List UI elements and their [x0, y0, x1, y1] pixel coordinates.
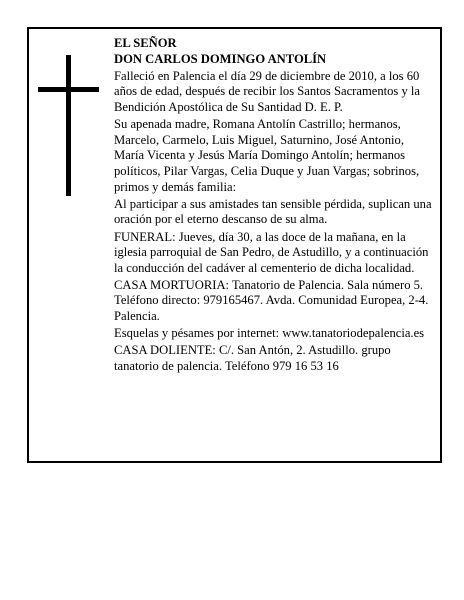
prayer-request: Al participar a sus amistades tan sensible pérdida, suplican una oración por el eterno descanso de su alma. [114, 196, 432, 227]
internet-condolences: Esquelas y pésames por internet: www.tanatoriodepalencia.es [114, 326, 425, 341]
obituary-text [114, 36, 432, 376]
funeral-home-details: CASA MORTUORIA: Tanatorio de Palencia. Sala número 5. Teléfono directo: 979165467. Avda. Comunidad Europea, 2-4. Palencia. [114, 277, 429, 324]
heading-title: EL SEÑOR [114, 36, 177, 50]
family-list: Su apenada madre, Romana Antolín Castrillo; hermanos, Marcelo, Carmelo, Luis Miguel, Saturnino, José Antonio, María Vicenta y Jesús María Domingo Antolín; hermanos políticos, Pilar Vargas, Celia Duque y Juan Vargas; sobrinos, primos y demás familia: [114, 117, 420, 194]
death-announcement: Falleció en Palencia el día 29 de diciembre de 2010, a los 60 años de edad, después de recibir los Santos Sacramentos y la Bendición Apostólica de Su Santidad D. E. P. [114, 68, 421, 114]
cross-icon-bar [38, 87, 99, 92]
cross-icon [66, 55, 71, 196]
funeral-details: FUNERAL: Jueves, día 30, a las doce de la mañana, en la iglesia parroquial de San Pedro, de Astudillo, y a continuación la conducción del cadáver al cementerio de dicha localidad. [114, 229, 429, 275]
family-home-details: CASA DOLIENTE: C/. San Antón, 2. Astudillo. grupo tanatorio de palencia. Teléfono 979 16 53 16 [114, 343, 391, 374]
deceased-name: DON CARLOS DOMINGO ANTOLÍN [114, 51, 327, 66]
